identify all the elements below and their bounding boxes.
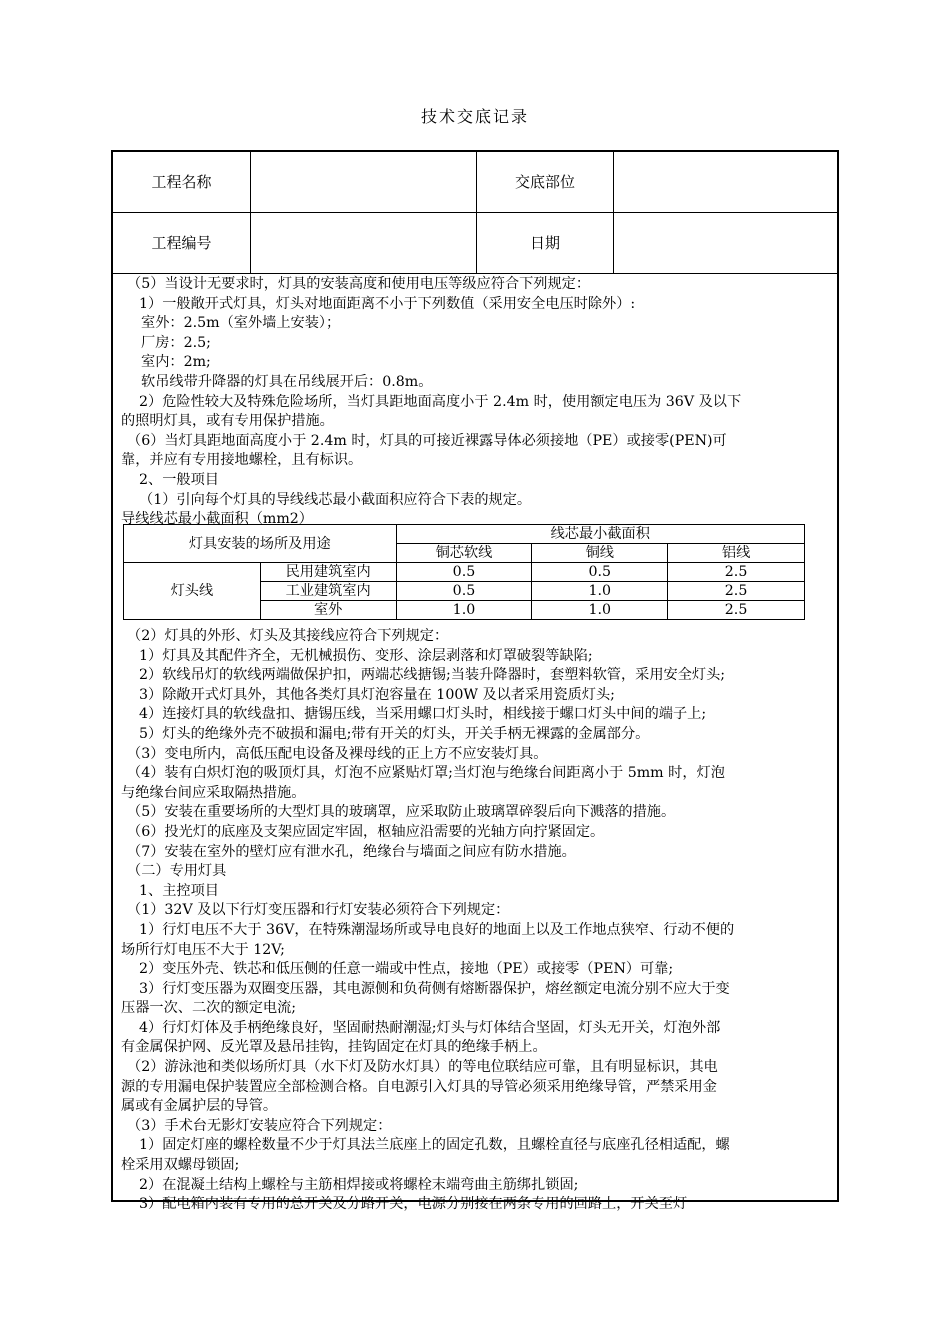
text-line: 与绝缘台间应采取隔热措施。 xyxy=(121,784,306,801)
table-cell: 1.0 xyxy=(532,582,668,601)
date-value xyxy=(614,213,837,273)
text-line: （4）装有白炽灯泡的吸顶灯具，灯泡不应紧贴灯罩;当灯泡与绝缘台间距离小于 5mm 时，灯泡 xyxy=(127,765,725,782)
text-line: 1）一般敞开式灯具，灯头对地面距离不小于下列数值（采用安全电压时除外）: xyxy=(139,295,636,312)
text-line: 软吊线带升降器的灯具在吊线展开后：0.8m。 xyxy=(141,373,433,390)
table-header-place: 灯具安装的场所及用途 xyxy=(124,525,397,563)
text-line: 室外：2.5m（室外墙上安装）； xyxy=(141,315,341,332)
text-line: 室内：2m; xyxy=(141,354,211,371)
text-line: 2、一般项目 xyxy=(139,471,219,488)
text-line: （2）灯具的外形、灯头及其接线应符合下列规定： xyxy=(127,628,449,644)
text-line: 4）行灯灯体及手柄绝缘良好，坚固耐热耐潮湿;灯头与灯体结合坚固，灯头无开关，灯泡外部 xyxy=(139,1019,721,1036)
table-subheader: 铝线 xyxy=(668,544,805,563)
text-line: 1）固定灯座的螺栓数量不少于灯具法兰底座上的固定孔数，且螺栓直径与底座孔径相适配，螺 xyxy=(139,1137,730,1154)
project-no-value xyxy=(251,213,476,273)
text-line: （6）当灯具距地面高度小于 2.4m 时，灯具的可接近裸露导体必须接地（PE）或接零(PEN)可 xyxy=(127,432,727,449)
text-line: 属或有金属护层的导管。 xyxy=(121,1098,278,1115)
project-name-label: 工程名称 xyxy=(151,173,212,191)
table-cell: 1.0 xyxy=(532,601,668,620)
text-line: （1）引向每个灯具的导线线芯最小截面积应符合下表的规定。 xyxy=(139,491,532,508)
table-cell: 2.5 xyxy=(668,582,805,601)
text-line: （二）专用灯具 xyxy=(127,863,227,880)
project-name-value xyxy=(251,152,476,212)
table-cell: 0.5 xyxy=(532,563,668,582)
text-line: 3）行灯变压器为双圈变压器，其电源侧和负荷侧有熔断器保护，熔丝额定电流分别不应大于变 xyxy=(139,980,730,997)
text-line: 3）配电箱内装有专用的总开关及分路开关，电源分别接在两条专用的回路上，开关至灯 xyxy=(139,1196,688,1213)
text-line: 栓采用双螺母锁固; xyxy=(121,1157,240,1174)
text-line: 1）行灯电压不大于 36V，在特殊潮湿场所或导电良好的地面上以及工作地点狭窄、行动不便的 xyxy=(139,921,735,938)
date-label: 日期 xyxy=(529,234,560,252)
text-line: 厂房：2.5; xyxy=(141,334,211,351)
text-line: 源的专用漏电保护装置应全部检测合格。自电源引入灯具的导管必须采用绝缘导管，严禁采用金 xyxy=(121,1078,717,1095)
text-line: 靠，并应有专用接地螺栓，且有标识。 xyxy=(121,452,363,469)
table-cell: 室外 xyxy=(260,601,396,620)
text-line: （6）投光灯的底座及支架应固定牢固，枢轴应沿需要的光轴方向拧紧固定。 xyxy=(127,823,605,840)
header-divider xyxy=(613,152,614,273)
header-row-1 xyxy=(113,152,837,213)
text-line: 压器一次、二次的额定电流; xyxy=(121,1000,297,1017)
text-line: （5）安装在重要场所的大型灯具的玻璃罩，应采取防止玻璃罩碎裂后向下溅落的措施。 xyxy=(127,804,676,821)
header-divider xyxy=(476,152,477,273)
table-cell: 1.0 xyxy=(396,601,532,620)
header-row-2 xyxy=(113,213,837,274)
record-content-continued xyxy=(121,627,833,1215)
table-header-area: 线芯最小截面积 xyxy=(396,525,804,544)
table-row xyxy=(124,563,805,582)
text-line: （3）变电所内，高低压配电设备及裸母线的正上方不应安装灯具。 xyxy=(127,745,548,762)
text-line: 2）变压外壳、铁芯和低压侧的任意一端或中性点，接地（PE）或接零（PEN）可靠; xyxy=(139,961,674,978)
table-subheader: 铜芯软线 xyxy=(396,544,532,563)
text-line: 4）连接灯具的软线盘扣、搪锡压线，当采用螺口灯头时，相线接于螺口灯头中间的端子上; xyxy=(139,706,707,723)
record-frame xyxy=(111,150,839,1213)
header-divider xyxy=(250,152,251,273)
project-no-label: 工程编号 xyxy=(151,234,212,252)
table-cell: 2.5 xyxy=(668,601,805,620)
table-cell: 工业建筑室内 xyxy=(260,582,396,601)
text-line: 1、主控项目 xyxy=(139,882,219,899)
part-value xyxy=(614,152,837,212)
text-line: （7）安装在室外的壁灯应有泄水孔，绝缘台与墙面之间应有防水措施。 xyxy=(127,843,576,860)
text-line: （5）当设计无要求时，灯具的安装高度和使用电压等级应符合下列规定： xyxy=(127,276,591,292)
text-line: 2）危险性较大及特殊危险场所，当灯具距地面高度小于 2.4m 时，使用额定电压为 36V 及以下 xyxy=(139,393,742,410)
text-line: （2）游泳池和类似场所灯具（水下灯及防水灯具）的等电位联结应可靠，且有明显标识，其电 xyxy=(127,1059,718,1076)
text-line: 2）在混凝土结构上螺栓与主筋相焊接或将螺栓末端弯曲主筋绑扎锁固; xyxy=(139,1176,579,1193)
text-line: 5）灯头的绝缘外壳不破损和漏电;带有开关的灯头，开关手柄无裸露的金属部分。 xyxy=(139,725,650,742)
table-cell: 民用建筑室内 xyxy=(260,563,396,582)
text-line: 有金属保护网、反光罩及悬吊挂钩，挂钩固定在灯具的绝缘手柄上。 xyxy=(121,1039,547,1056)
page-title: 技术交底记录 xyxy=(420,107,529,126)
wire-section-table xyxy=(123,524,805,620)
table-cell: 0.5 xyxy=(396,582,532,601)
text-line: （3）手术台无影灯安装应符合下列规定： xyxy=(127,1117,392,1134)
text-line: 场所行灯电压不大于 12V; xyxy=(121,941,285,958)
text-line: 1）灯具及其配件齐全，无机械损伤、变形、涂层剥落和灯罩破裂等缺陷; xyxy=(139,647,593,664)
text-line: 的照明灯具，或有专用保护措施。 xyxy=(121,413,334,430)
table-caption: 导线线芯最小截面积（mm2） xyxy=(121,511,313,528)
text-line: 2）软线吊灯的软线两端做保护扣，两端芯线搪锡;当装升降器时，套塑料软管，采用安全灯头; xyxy=(139,667,726,684)
table-row-group: 灯头线 xyxy=(124,563,261,620)
text-line: 3）除敞开式灯具外，其他各类灯具灯泡容量在 100W 及以者采用瓷质灯头; xyxy=(139,686,615,703)
table-cell: 2.5 xyxy=(668,563,805,582)
text-line: （1）32V 及以下行灯变压器和行灯安装必须符合下列规定： xyxy=(127,902,510,919)
table-subheader: 铜线 xyxy=(532,544,668,563)
part-label: 交底部位 xyxy=(514,173,575,191)
table-cell: 0.5 xyxy=(396,563,532,582)
record-content xyxy=(121,275,833,530)
